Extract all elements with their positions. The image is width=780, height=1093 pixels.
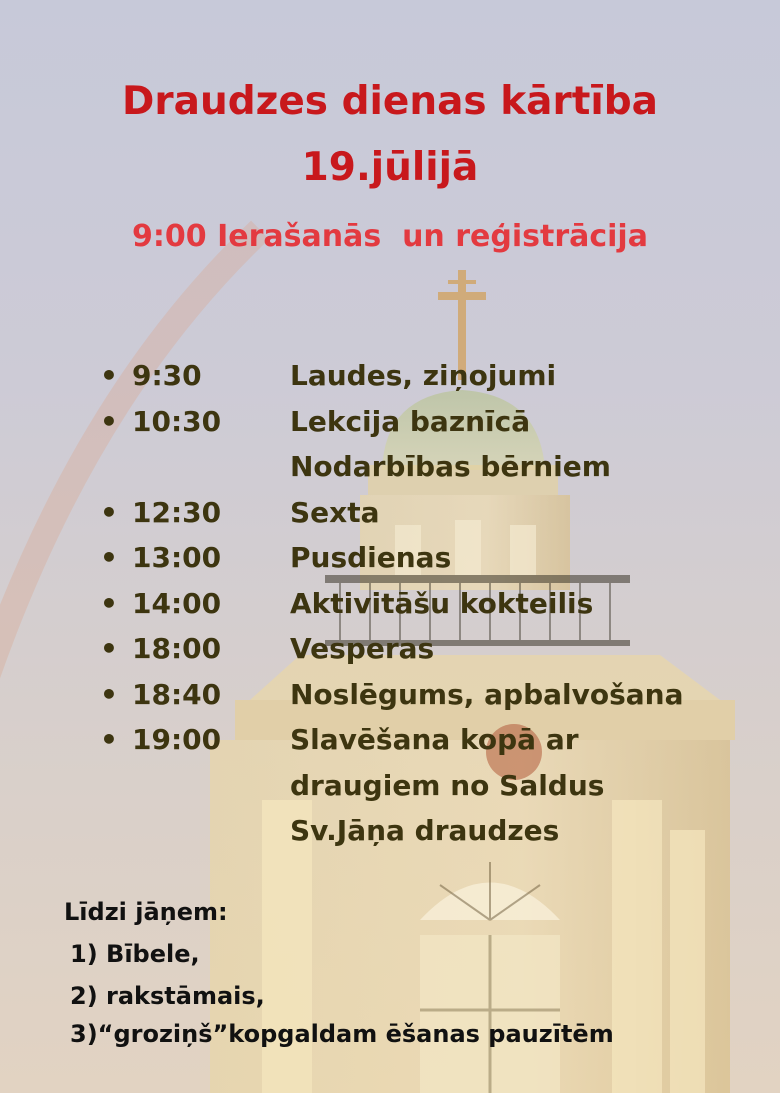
bullet: • xyxy=(100,723,118,756)
bullet: • xyxy=(100,677,118,711)
arrival-line: 9:00 Ierašanās un reģistrācija xyxy=(132,219,648,254)
schedule-activity: Slavēšana kopā ar xyxy=(290,723,579,756)
schedule-activity: Laudes, ziņojumi xyxy=(290,359,557,392)
schedule-activity: Lekcija baznīcā xyxy=(290,404,531,438)
schedule-row xyxy=(100,677,740,727)
bullet: • xyxy=(100,586,118,620)
schedule-time: 9:30 xyxy=(132,359,202,392)
schedule-time: 13:00 xyxy=(132,541,222,574)
schedule-row xyxy=(100,404,740,454)
bring-item: 2) rakstāmais, xyxy=(70,982,265,1010)
schedule-row xyxy=(100,723,740,772)
bring-item: 3)“groziņš”kopgaldam ēšanas pauzītēm xyxy=(70,1020,614,1048)
bullet: • xyxy=(100,541,118,574)
schedule-row xyxy=(100,359,740,408)
schedule-activity: Pusdienas xyxy=(290,541,452,574)
schedule-activity: draugiem no Saldus xyxy=(290,768,605,802)
schedule-time: 10:30 xyxy=(132,404,222,438)
bring-item: 1) Bībele, xyxy=(70,940,200,968)
schedule-row-continuation xyxy=(100,450,740,499)
schedule-time: 12:30 xyxy=(132,495,222,529)
bullet: • xyxy=(100,495,118,529)
schedule-time: 19:00 xyxy=(132,723,222,756)
poster-date: 19.jūlijā xyxy=(301,145,479,190)
schedule-activity: Noslēgums, apbalvošana xyxy=(290,677,684,711)
schedule-row-continuation xyxy=(100,814,740,863)
bullet: • xyxy=(100,404,118,438)
bring-heading: Līdzi jāņem: xyxy=(64,898,228,926)
schedule-activity: Sv.Jāņa draudzes xyxy=(290,814,560,847)
bullet: • xyxy=(100,632,118,665)
schedule-list xyxy=(100,359,740,863)
schedule-row xyxy=(100,586,740,636)
schedule-row xyxy=(100,632,740,681)
schedule-activity: Aktivitāšu kokteilis xyxy=(290,586,594,620)
schedule-row xyxy=(100,495,740,545)
schedule-time: 14:00 xyxy=(132,586,222,620)
poster-title: Draudzes dienas kārtība xyxy=(122,79,658,124)
schedule-time: 18:00 xyxy=(132,632,222,665)
schedule-activity: Vesperas xyxy=(290,632,435,665)
schedule-row xyxy=(100,541,740,590)
bullet: • xyxy=(100,359,118,392)
schedule-activity: Nodarbības bērniem xyxy=(290,450,611,483)
schedule-time: 18:40 xyxy=(132,677,222,711)
schedule-row-continuation xyxy=(100,768,740,818)
schedule-activity: Sexta xyxy=(290,495,380,529)
